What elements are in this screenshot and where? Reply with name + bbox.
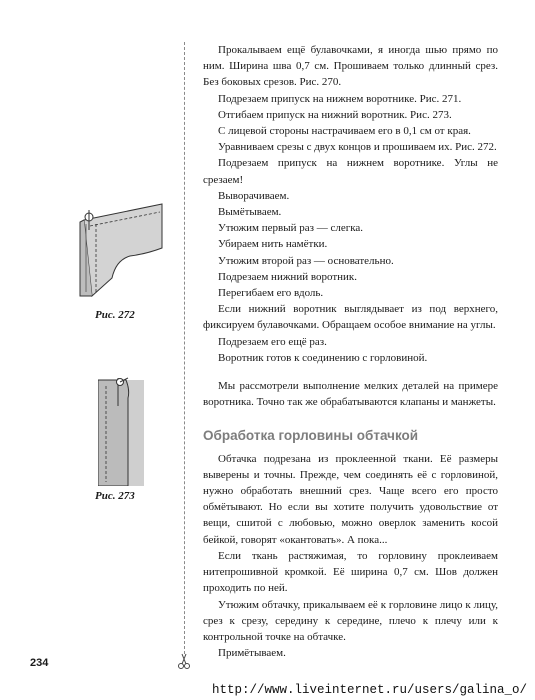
page-number: 234 [30, 657, 49, 669]
paragraph: Выворачиваем. [218, 189, 290, 202]
figure-273-caption: Рис. 273 [95, 490, 135, 502]
paragraph: Подрезаем нижний воротник. [218, 270, 357, 283]
paragraph: Вымётываем. [218, 206, 282, 219]
paragraph: Утюжим первый раз — слегка. [218, 222, 364, 235]
paragraph: Прокалываем ещё булавочками, я иногда шью прямо по ним. Ширина шва 0,7 см. Прошиваем только длинный срез. Без боковых срезов. Рис. 270. [203, 44, 498, 89]
paragraph: Примётываем. [218, 647, 286, 660]
figure-272-caption: Рис. 272 [95, 309, 135, 321]
paragraph: С лицевой стороны настрачиваем его в 0,1 см от края. [218, 125, 471, 138]
section-heading: Обработка горловины обтачкой [203, 428, 419, 444]
paragraph: Воротник готов к соединению с горловиной. [218, 351, 428, 364]
paragraph: Перегибаем его вдоль. [218, 287, 324, 300]
paragraph: Если ткань растяжимая, то горловину проклеиваем нитепрошивной кромкой. Её ширина 0,7 см. Шов должен проходить по ней. [203, 549, 498, 595]
paragraph: Подрезаем припуск на нижнем воротнике. Рис. 271. [218, 92, 462, 105]
column-divider [184, 42, 185, 654]
paragraph: Утюжим второй раз — основательно. [218, 254, 394, 267]
paragraph: Утюжим обтачку, прикалываем её к горловине лицо к лицу, срез к срезу, середину к середине, плечо к плечу или к контрольной точке на обтачке. [203, 598, 498, 643]
paragraph: Мы рассмотрели выполнение мелких деталей на примере воротника. Точно так же обрабатываются клапаны и манжеты. [203, 380, 498, 409]
figure-272-illustration [76, 196, 168, 304]
paragraph: Если нижний воротник выглядывает из под верхнего, фиксируем булавочками. Обращаем особое внимание на углы. [203, 303, 498, 332]
paragraph: Отгибаем припуск на нижний воротник. Рис. 273. [218, 108, 452, 121]
paragraph: Уравниваем срезы с двух концов и прошиваем их. Рис. 272. [218, 141, 497, 154]
paragraph: Подрезаем его ещё раз. [218, 335, 327, 348]
paragraph: Убираем нить намётки. [218, 238, 328, 251]
watermark-url: http://www.liveinternet.ru/users/galina_o/ [211, 683, 527, 697]
paragraph: Подрезаем припуск на нижнем воротнике. Углы не срезаем! [203, 157, 498, 186]
text-column [203, 42, 498, 661]
figure-273-illustration [98, 376, 144, 486]
scissors-icon [177, 652, 191, 670]
paragraph: Обтачка подрезана из проклеенной ткани. Её размеры выверены и точны. Прежде, чем соединять её с горловиной, нужно обработать внешний срез. Чаще всего его просто обмётывают. Но если вы хотите получить удовольствие от вещи, сшитой с любовью, можно оверлок заменить косой бейкой, говорят «окантовать». А пока... [203, 452, 498, 546]
